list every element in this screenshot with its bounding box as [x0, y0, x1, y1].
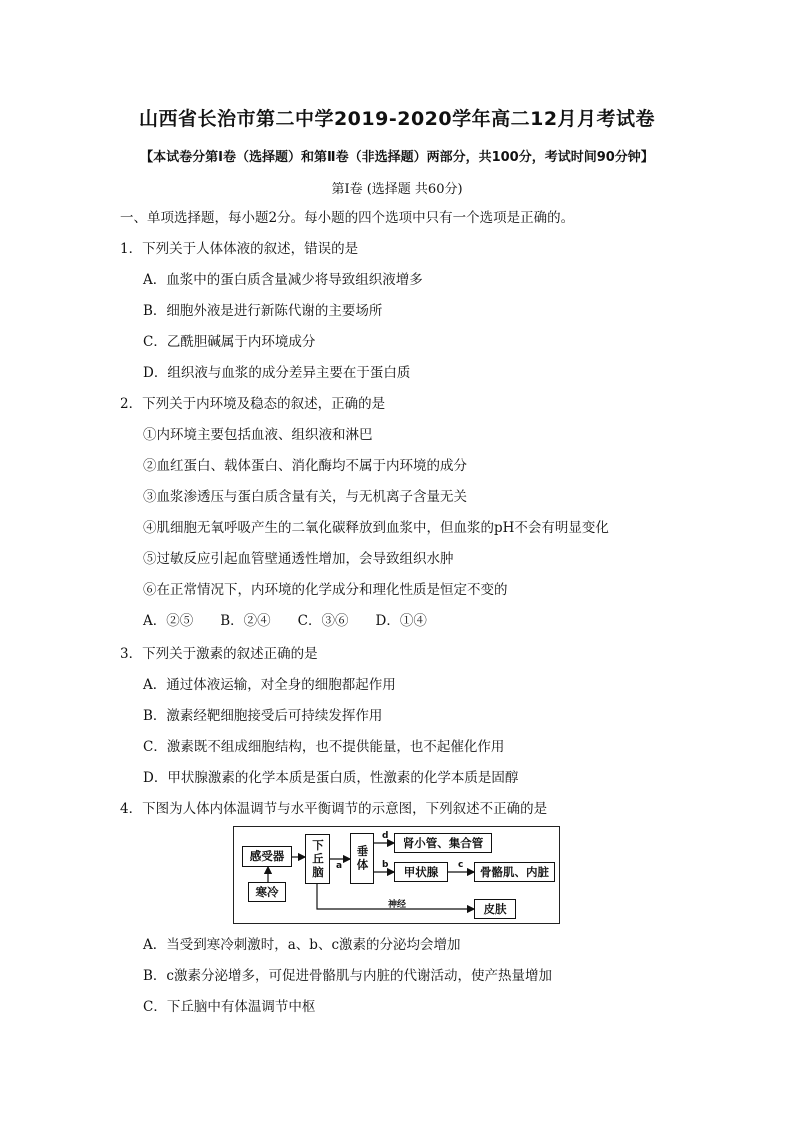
hypothalamus-box: 下丘脑 [305, 834, 330, 884]
question-4-stem: 4．下图为人体内体温调节与水平衡调节的示意图，下列叙述不正确的是 [120, 801, 548, 817]
question-2-statement-3: ③血浆渗透压与蛋白质含量有关，与无机离子含量无关 [143, 489, 467, 505]
question-2-stem: 2．下列关于内环境及稳态的叙述，正确的是 [120, 396, 386, 412]
question-1-option-b: B．细胞外液是进行新陈代谢的主要场所 [143, 303, 383, 319]
label-a: a [336, 861, 343, 871]
label-c: c [458, 860, 464, 870]
regulation-diagram [233, 826, 560, 924]
question-3-option-b: B．激素经靶细胞接受后可持续发挥作用 [143, 708, 383, 724]
label-nerve: 神经 [388, 900, 407, 910]
question-3-stem: 3．下列关于激素的叙述正确的是 [120, 646, 318, 662]
question-4-option-c: C．下丘脑中有体温调节中枢 [143, 999, 316, 1015]
receptor-box: 感受器 [242, 846, 292, 867]
question-1-option-a: A．血浆中的蛋白质含量减少将导致组织液增多 [143, 272, 423, 288]
label-d: d [382, 831, 389, 841]
question-2-statement-4: ④肌细胞无氧呼吸产生的二氧化碳释放到血浆中，但血浆的pH不会有明显变化 [143, 520, 609, 536]
question-1-option-d: D．组织液与血浆的成分差异主要在于蛋白质 [143, 365, 411, 381]
skin-box: 皮肤 [474, 899, 516, 919]
question-2-statement-6: ⑥在正常情况下，内环境的化学成分和理化性质是恒定不变的 [143, 582, 508, 598]
kidney-box: 肾小管、集合管 [394, 833, 492, 853]
page-title: 山西省长治市第二中学2019-2020学年高二12月月考试卷 [138, 108, 656, 130]
question-2-statement-1: ①内环境主要包括血液、组织液和淋巴 [143, 427, 373, 443]
pituitary-box: 垂体 [350, 833, 374, 884]
section-heading: 一、单项选择题，每小题2分。每小题的四个选项中只有一个选项是正确的。 [120, 210, 575, 226]
exam-instructions: 【本试卷分第Ⅰ卷（选择题）和第Ⅱ卷（非选择题）两部分，共100分，考试时间90分钟】 [140, 150, 654, 165]
question-4-option-b: B．c激素分泌增多，可促进骨骼肌与内脏的代谢活动，使产热量增加 [143, 968, 552, 984]
question-2-statement-5: ⑤过敏反应引起血管壁通透性增加，会导致组织水肿 [143, 551, 454, 567]
question-2-options: A．②⑤ B．②④ C．③⑥ D．①④ [143, 613, 427, 629]
question-3-option-d: D．甲状腺激素的化学本质是蛋白质，性激素的化学本质是固醇 [143, 770, 519, 786]
question-3-option-c: C．激素既不组成细胞结构，也不提供能量，也不起催化作用 [143, 739, 505, 755]
question-2-statement-2: ②血红蛋白、载体蛋白、消化酶均不属于内环境的成分 [143, 458, 467, 474]
thyroid-box: 甲状腺 [394, 862, 448, 882]
volume-heading: 第Ⅰ卷 (选择题 共60分) [331, 182, 463, 197]
question-1-option-c: C．乙酰胆碱属于内环境成分 [143, 334, 316, 350]
cold-box: 寒冷 [248, 882, 286, 902]
question-3-option-a: A．通过体液运输，对全身的细胞都起作用 [143, 677, 396, 693]
label-b: b [382, 860, 389, 870]
muscle-organ-box: 骨骼肌、内脏 [474, 862, 555, 882]
question-4-option-a: A．当受到寒冷刺激时，a、b、c激素的分泌均会增加 [143, 937, 461, 953]
question-1-stem: 1．下列关于人体体液的叙述，错误的是 [120, 241, 359, 257]
